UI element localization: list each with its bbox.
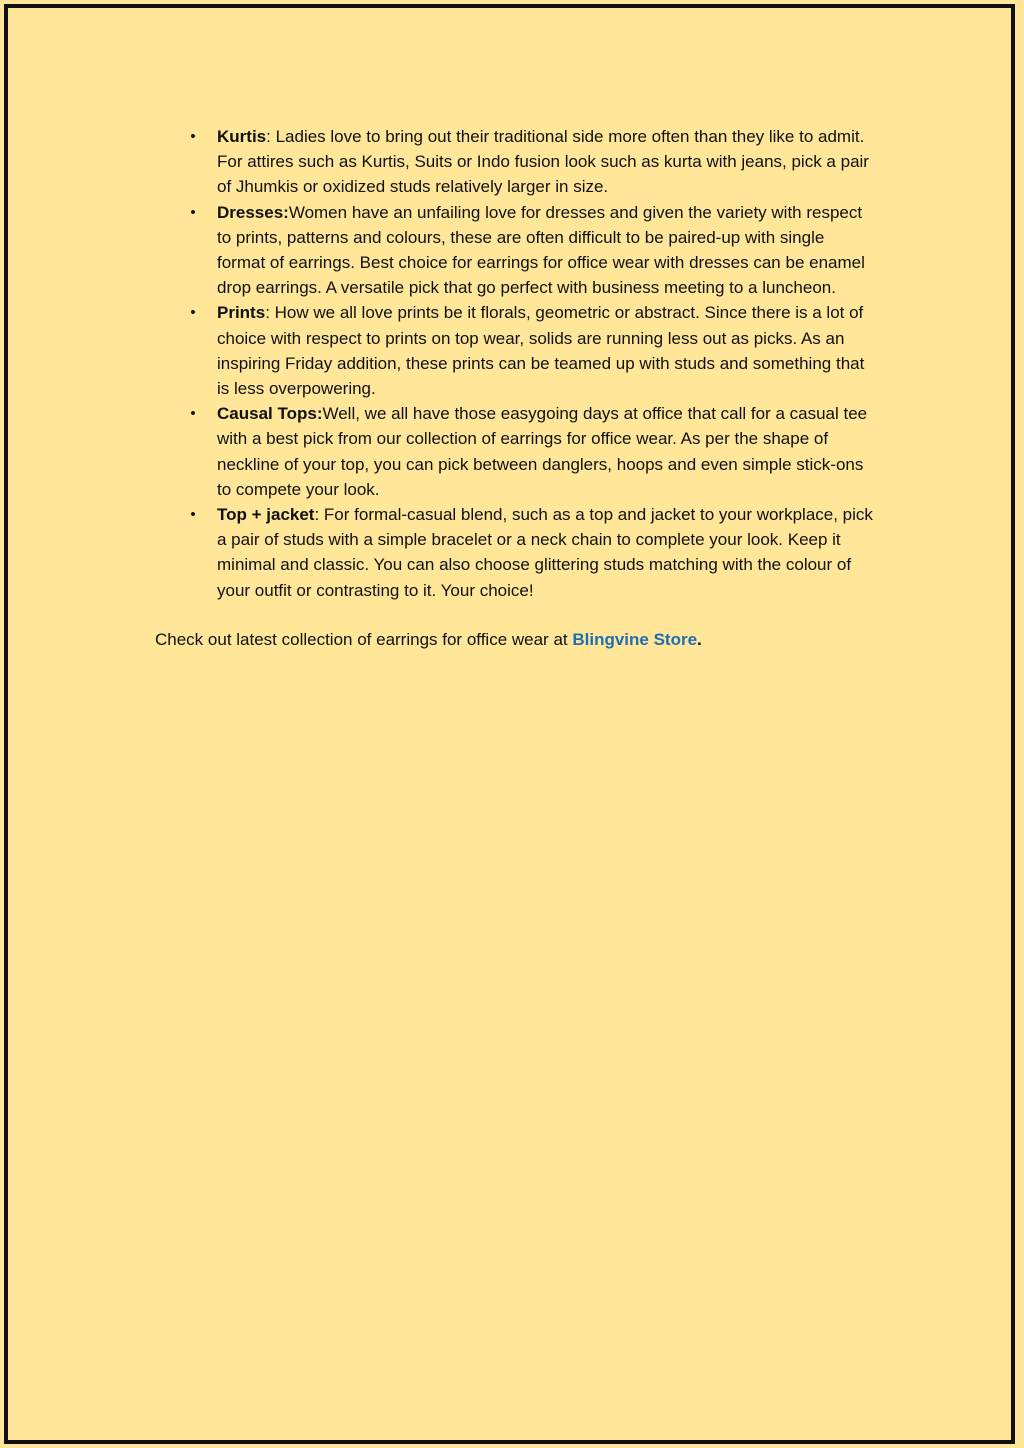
item-term: Top + jacket bbox=[217, 505, 315, 525]
item-term: Dresses: bbox=[217, 202, 289, 222]
cta-text: Check out latest collection of earrings for office wear at bbox=[155, 629, 573, 649]
list-item bbox=[155, 124, 875, 200]
item-separator: : bbox=[266, 127, 276, 146]
list-item bbox=[155, 401, 875, 502]
item-separator: : bbox=[314, 505, 324, 525]
item-text: Ladies love to bring out their traditional side more often than they like to admit. For attires such as Kurtis, Suits or Indo fusion look such as kurta with jeans, pick a pair of Jhumkis or oxidized studs relatively larger in size. bbox=[217, 127, 869, 197]
item-text: Well, we all have those easygoing days at office that call for a casual tee with a best pick from our collection of earrings for office wear. As per the shape of neckline of your top, you can pick between danglers, hoops and even simple stick-ons to compete your look. bbox=[217, 404, 868, 499]
list-item bbox=[155, 200, 875, 301]
bullet-icon: • bbox=[190, 128, 196, 145]
bullet-icon: • bbox=[190, 405, 196, 423]
item-separator: : bbox=[265, 303, 275, 323]
bullet-icon: • bbox=[190, 304, 196, 322]
call-to-action bbox=[155, 627, 875, 652]
bullet-icon: • bbox=[190, 203, 196, 221]
item-text: For formal-casual blend, such as a top and jacket to your workplace, pick a pair of studs with a simple bracelet or a neck chain to complete your look. Keep it minimal and classic. You can also choose glittering studs matching with the colour of your outfit or contrasting to it. Your choice! bbox=[217, 505, 873, 600]
bullet-icon: • bbox=[190, 506, 196, 524]
list-item bbox=[155, 502, 875, 603]
item-term: Prints bbox=[217, 303, 266, 323]
document-body bbox=[155, 124, 875, 669]
cta-period: . bbox=[697, 629, 702, 649]
list-item bbox=[155, 300, 875, 401]
bullet-list bbox=[155, 124, 875, 603]
blingvine-store-link[interactable]: Blingvine Store bbox=[572, 629, 698, 649]
item-term: Kurtis bbox=[217, 127, 267, 146]
item-text: How we all love prints be it florals, geometric or abstract. Since there is a lot of choice with respect to prints on top wear, solids are running less out as picks. As an inspiring Friday addition, these prints can be teamed up with studs and something that is less overpowering. bbox=[217, 303, 865, 399]
item-term: Causal Tops: bbox=[217, 404, 323, 424]
item-text: Women have an unfailing love for dresses and given the variety with respect to prints, patterns and colours, these are often difficult to be paired-up with single format of earrings. Best choice for earrings for office wear with dresses can be enamel drop earrings. A versatile pick that go perfect with business meeting to a luncheon. bbox=[217, 202, 865, 298]
